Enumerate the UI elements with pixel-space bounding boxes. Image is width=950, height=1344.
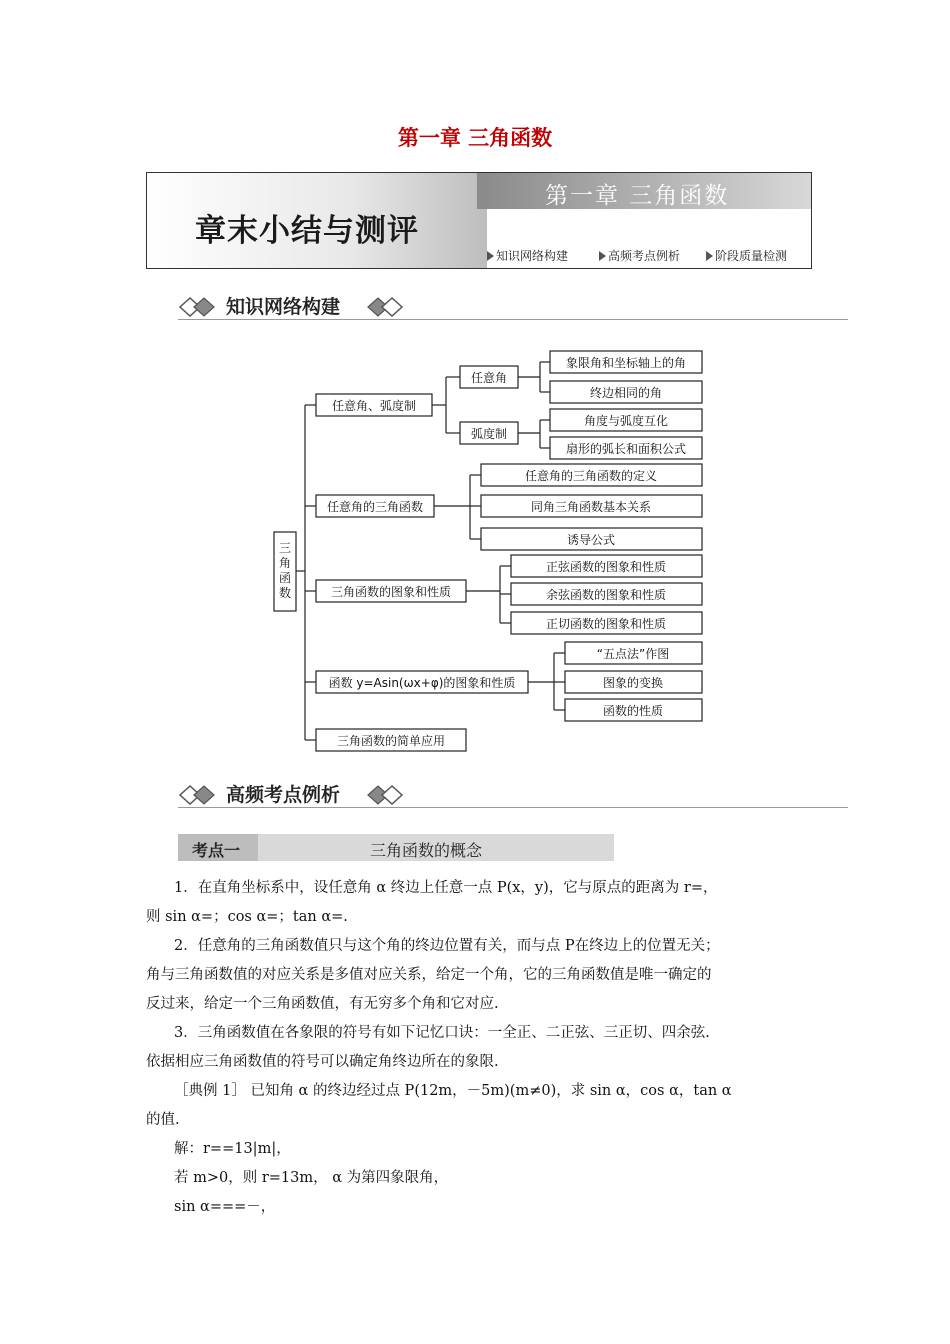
diamond-icon [366,295,406,319]
leaf-label: 终边相同的角 [589,386,663,400]
leaf-label: 正弦函数的图象和性质 [545,560,667,574]
leaf-label: 正切函数的图象和性质 [545,617,667,631]
body-line: 1．在直角坐标系中，设任意角 α 终边上任意一点 P(x，y)，它与原点的距离为 r=， [174,880,718,896]
banner-nav-frequent[interactable]: 高频考点例析 [599,247,680,264]
mindmap-root: 三角函数 [278,541,292,600]
body-text [146,874,810,1222]
leaf-label: “五点法”作图 [596,647,670,661]
section-title: 高频考点例析 [226,784,341,806]
body-line: 2．任意角的三角函数值只与这个角的终边位置有关，而与点 P在终边上的位置无关； [174,938,720,954]
leaf-label: 任意角的三角函数的定义 [524,469,658,483]
leaf-label: 余弦函数的图象和性质 [545,588,667,602]
branch-label: 三角函数的图象和性质 [330,585,452,599]
branch-label: 函数 y=Asin(ωx+φ)的图象和性质 [328,676,516,690]
chapter-title: 第一章 三角函数 [397,126,553,150]
kaodian-bar [178,834,614,861]
branch-label: 任意角、弧度制 [331,399,417,413]
banner-chapter: 第一章 三角函数 [545,183,730,209]
section-heading-knowledge [178,292,848,322]
kaodian-title: 三角函数的概念 [370,841,483,860]
knowledge-mindmap [0,340,950,760]
branch-label: 三角函数的简单应用 [336,734,446,748]
section-heading-frequent [178,780,848,810]
leaf-label: 扇形的弧长和面积公式 [565,442,687,456]
banner-nav-knowledge[interactable]: 知识网络构建 [487,247,568,264]
section-title: 知识网络构建 [226,296,341,318]
body-line: 若 m>0，则 r=13m， α 为第四象限角， [174,1170,449,1186]
banner-nav-quality[interactable]: 阶段质量检测 [706,247,787,264]
leaf-label: 图象的变换 [602,676,664,690]
sub-label: 弧度制 [470,427,508,441]
leaf-label: 诱导公式 [566,533,616,547]
body-line: ［典例 1］ 已知角 α 的终边经过点 P(12m，－5m)(m≠0)，求 sin α，cos α，tan α [174,1083,732,1099]
body-line: 反过来，给定一个三角函数值，有无穷多个角和它对应. [146,996,499,1012]
chapter-banner [146,172,812,269]
triangle-icon [706,251,713,261]
body-line: sin α===－， [174,1199,276,1215]
body-line: 则 sin α=；cos α=；tan α=. [146,909,348,925]
body-line: 依据相应三角函数值的符号可以确定角终边所在的象限. [146,1054,499,1070]
body-line: 3．三角函数值在各象限的符号有如下记忆口诀：一全正、二正弦、三正切、四余弦. [174,1025,710,1041]
triangle-icon [599,251,606,261]
body-line: 角与三角函数值的对应关系是多值对应关系，给定一个角，它的三角函数值是唯一确定的 [146,967,712,983]
triangle-icon [487,251,494,261]
body-line: 解：r==13|m|， [174,1141,291,1157]
leaf-label: 象限角和坐标轴上的角 [565,356,687,370]
kaodian-label: 考点一 [192,841,241,860]
leaf-label: 同角三角函数基本关系 [530,500,652,514]
diamond-icon [178,295,218,319]
diamond-icon [178,783,218,807]
diamond-icon [366,783,406,807]
banner-title: 章末小结与测评 [195,213,419,249]
body-line: 的值. [146,1112,180,1128]
leaf-label: 函数的性质 [602,704,664,718]
branch-label: 任意角的三角函数 [326,500,424,514]
sub-label: 任意角 [470,371,508,385]
leaf-label: 角度与弧度互化 [583,414,669,428]
